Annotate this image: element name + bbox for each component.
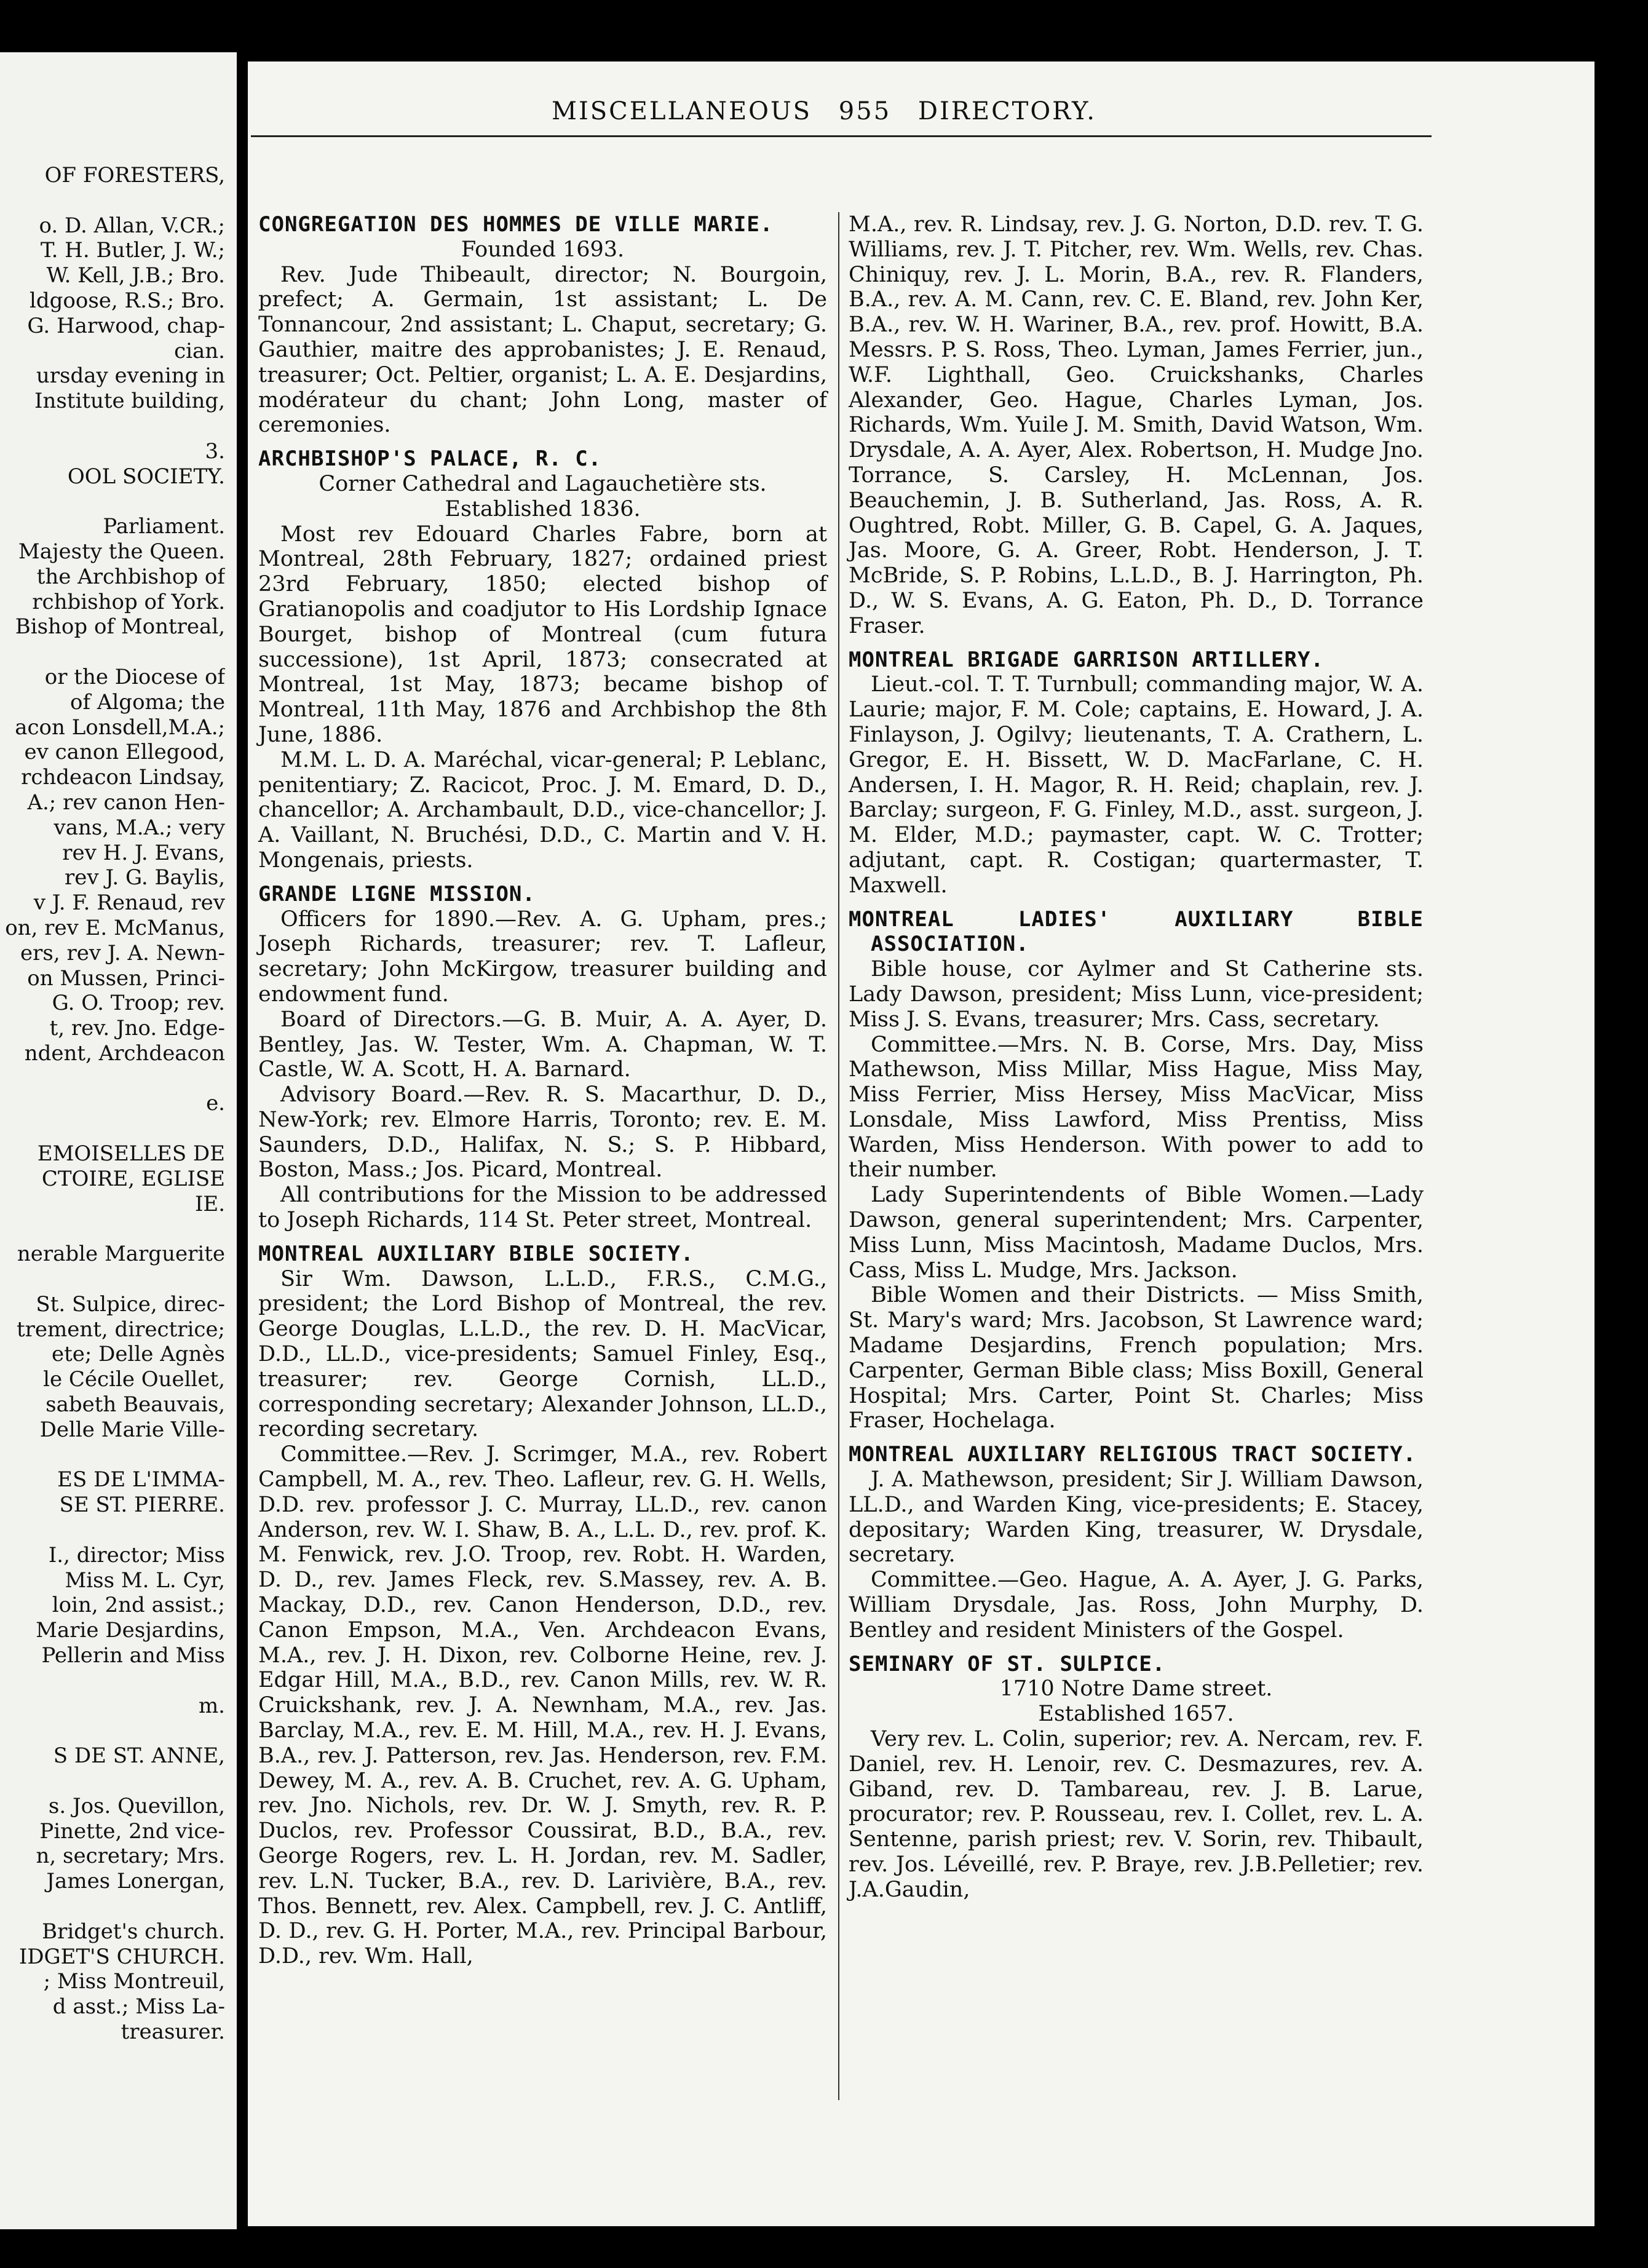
fragment-line: s. Jos. Quevillon, [48, 1793, 225, 1818]
section-heading: MONTREAL BRIGADE GARRISON ARTILLERY. [849, 647, 1324, 672]
fragment-line: n, secretary; Mrs. [36, 1844, 225, 1869]
entry-paragraph: Lady Superintendents of Bible Women.—Lady Dawson, general superintendent; Mrs. Carpenter, Miss Lunn, Miss Macintosh, Madame Duclos, Mrs. Cass, Miss L. Mudge, Mrs. Jackson. [849, 1183, 1424, 1283]
fragment-line: the Archbishop of [36, 564, 225, 589]
fragment-line: vans, M.A.; very [53, 815, 225, 840]
fragment-line: le Cécile Ouellet, [43, 1367, 225, 1392]
fragment-line: or the Diocese of [44, 664, 225, 689]
fragment-line: ndent, Archdeacon [24, 1041, 225, 1066]
fragment-line [0, 1267, 225, 1292]
section-heading: SEMINARY OF ST. SULPICE. [849, 1651, 1166, 1676]
fragment-line [0, 1066, 225, 1092]
fragment-line: James Lonergan, [46, 1869, 225, 1894]
column-rule [838, 212, 839, 2100]
fragment-line: 3. [205, 438, 225, 464]
section-heading: GRANDE LIGNE MISSION. [258, 881, 536, 906]
fragment-line [0, 489, 225, 514]
fragment-line: St. Sulpice, direc- [36, 1291, 225, 1317]
fragment-line: of Algoma; the [70, 689, 225, 715]
entry-paragraph: M.M. L. D. A. Maréchal, vicar-general; P. Leblanc, penitentiary; Z. Racicot, Proc. J. M. Emard, D. D., chancellor; A. Archambault, D.D., vice-chancellor; J. A. Vaillant, N. Bruchési, D.D., C. Martin and V. H. Mongenais, priests. [258, 747, 827, 873]
fragment-line: IE. [194, 1191, 225, 1216]
fragment-line [0, 1216, 225, 1242]
fragment-line [0, 1769, 225, 1794]
fragment-line: rchbishop of York. [32, 589, 225, 614]
fragment-line: ers, rev J. A. Newn- [20, 940, 225, 965]
entry-paragraph: Bible Women and their Districts. — Miss Smith, St. Mary's ward; Mrs. Jacobson, St Lawrence ward; Madame Desjardins, French population; Mrs. Carpenter, German Bible class; Miss Boxill, General Hospital; Mrs. Carter, Point St. Charles; Miss Fraser, Hochelaga. [849, 1283, 1424, 1433]
running-header [0, 97, 1648, 125]
fragment-line: t, rev. Jno. Edge- [49, 1016, 225, 1041]
fragment-line: S DE ST. ANNE, [53, 1743, 225, 1769]
fragment-line: nerable Marguerite [17, 1242, 225, 1267]
entry-paragraph: Most rev Edouard Charles Fabre, born at Montreal, 28th February, 1827; ordained priest 23rd February, 1850; elected bishop of Gratianopolis and coadjutor to His Lordship Ignace Bourget, bishop of Montreal (cum futura successione), 1st April, 1873; consecrated at Montreal, 1st May, 1873; became bishop of Montreal, 11th May, 1876 and Archbishop the 8th June, 1886. [258, 521, 827, 747]
section-subtitle: Established 1657. [1038, 1702, 1234, 1727]
entry-paragraph: Lieut.-col. T. T. Turnbull; commanding major, W. A. Laurie; major, F. M. Cole; captains, E. Howard, J. A. Finlayson, J. Ogilvy; lieutenants, T. A. Crathern, L. Gregor, E. H. Bissett, W. D. MacFarlane, C. H. Andersen, I. H. Magor, R. H. Reid; chaplain, rev. J. Barclay; surgeon, F. G. Finley, M.D., asst. surgeon, J. M. Elder, M.D.; paymaster, capt. W. C. Trotter; adjutant, capt. R. Costigan; quartermaster, T. Maxwell. [849, 672, 1424, 898]
fragment-line: Bishop of Montreal, [15, 614, 225, 640]
fragment-line: G. O. Troop; rev. [52, 991, 225, 1016]
section-subtitle: Corner Cathedral and Lagauchetière sts. [319, 471, 767, 496]
fragment-line: acon Lonsdell,M.A.; [15, 715, 225, 740]
entry-paragraph: Sir Wm. Dawson, L.L.D., F.R.S., C.M.G., president; the Lord Bishop of Montreal, the rev. George Douglas, L.L.D., the rev. D. H. MacVicar, D.D., LL.D., vice-presidents; Samuel Finley, Esq., treasurer; rev. George Cornish, LL.D., corresponding secretary; Alexander Johnson, LL.D., recording secretary. [258, 1266, 827, 1442]
fragment-line: G. Harwood, chap- [27, 313, 225, 338]
fragment-line: rev H. J. Evans, [62, 840, 225, 865]
entry-paragraph: Board of Directors.—G. B. Muir, A. A. Ayer, D. Bentley, Jas. W. Tester, Wm. A. Chapman, W. T. Castle, W. A. Scott, H. A. Barnard. [258, 1007, 827, 1082]
fragment-line [0, 414, 225, 439]
adjacent-page-text [0, 163, 225, 2045]
fragment-line: e. [206, 1091, 225, 1116]
entry-paragraph: Officers for 1890.—Rev. A. G. Upham, pres.; Joseph Richards, treasurer; rev. T. Lafleur, secretary; John McKirgow, treasurer building and endowment fund. [258, 906, 827, 1007]
header-left: MISCELLANEOUS [551, 97, 812, 125]
section-heading: MONTREAL AUXILIARY RELIGIOUS TRACT SOCIETY. [849, 1442, 1417, 1467]
section-spacer [258, 438, 827, 446]
fragment-line: SE ST. PIERRE. [59, 1493, 225, 1518]
fragment-line: ldgoose, R.S.; Bro. [29, 288, 225, 313]
fragment-line: rev J. G. Baylis, [64, 865, 225, 890]
right-column [849, 212, 1424, 1903]
fragment-line: W. Kell, J.B.; Bro. [46, 263, 225, 288]
fragment-line [0, 640, 225, 665]
fragment-line: sabeth Beauvais, [46, 1392, 225, 1418]
section-spacer [258, 873, 827, 882]
section-heading: MONTREAL LADIES' AUXILIARY BIBLE ASSOCIATION. [849, 906, 1424, 957]
section-subtitle: Established 1836. [445, 496, 641, 521]
fragment-line: Marie Desjardins, [36, 1618, 225, 1643]
header-right: DIRECTORY. [917, 97, 1096, 125]
section-spacer [849, 1643, 1424, 1652]
entry-paragraph: Very rev. L. Colin, superior; rev. A. Nercam, rev. F. Daniel, rev. H. Lenoir, rev. C. Desmazures, rev. A. Giband, rev. D. Tambareau, rev. J. B. Larue, procurator; rev. P. Rousseau, rev. I. Collet, rev. L. A. Sentenne, parish priest; rev. V. Sorin, rev. Thibault, rev. Jos. Léveillé, rev. P. Braye, rev. J.B.Pelletier; rev. J.A.Gaudin, [849, 1727, 1424, 1902]
fragment-line: ursday evening in [36, 363, 225, 389]
fragment-line: Miss M. L. Cyr, [65, 1568, 225, 1593]
fragment-line: o. D. Allan, V.CR.; [39, 213, 225, 238]
fragment-line: rchdeacon Lindsay, [21, 765, 225, 790]
fragment-line: Pinette, 2nd vice- [39, 1818, 225, 1844]
fragment-line: loin, 2nd assist.; [52, 1593, 225, 1618]
fragment-line [0, 1116, 225, 1141]
header-rule [251, 135, 1432, 137]
entry-paragraph: Bible house, cor Aylmer and St Catherine sts. Lady Dawson, president; Miss Lunn, vice-president; Miss J. S. Evans, treasurer; Mrs. Cass, secretary. [849, 957, 1424, 1032]
entry-paragraph: All contributions for the Mission to be addressed to Joseph Richards, 114 St. Peter street, Montreal. [258, 1183, 827, 1233]
fragment-line: Parliament. [103, 514, 225, 539]
fragment-line: ; Miss Montreuil, [43, 1969, 225, 1994]
fragment-line: Bridget's church. [42, 1919, 225, 1944]
fragment-line: I., director; Miss [48, 1542, 225, 1568]
fragment-line: EMOISELLES DE [37, 1141, 225, 1167]
entry-paragraph: Committee.—Mrs. N. B. Corse, Mrs. Day, Miss Mathewson, Miss Millar, Miss Hague, Miss May, Miss Ferrier, Miss Hersey, Miss MacVicar, Miss Lonsdale, Miss Lawford, Miss Prentiss, Miss Warden, Miss Henderson. With power to add to their number. [849, 1032, 1424, 1183]
fragment-line [0, 1443, 225, 1468]
section-spacer [849, 639, 1424, 648]
fragment-line: on Mussen, Princi- [27, 965, 225, 991]
fragment-line: ete; Delle Agnès [51, 1342, 225, 1367]
fragment-line: v J. F. Renaud, rev [33, 890, 225, 916]
section-subtitle: 1710 Notre Dame street. [999, 1676, 1273, 1702]
fragment-line: cian. [174, 338, 225, 363]
fragment-line: OF FORESTERS, [44, 163, 225, 188]
entry-paragraph: Committee.—Geo. Hague, A. A. Ayer, J. G. Parks, William Drysdale, Jas. Ross, John Murphy, D. Bentley and resident Ministers of the Gospel. [849, 1568, 1424, 1643]
entry-paragraph: Advisory Board.—Rev. R. S. Macarthur, D. D., New-York; rev. Elmore Harris, Toronto; rev. E. M. Saunders, D.D., Halifax, N. S.; S. P. Hibbard, Boston, Mass.; Jos. Picard, Montreal. [258, 1082, 827, 1183]
fragment-line: Delle Marie Ville- [39, 1417, 225, 1442]
fragment-line [0, 1894, 225, 1919]
fragment-line [0, 188, 225, 213]
left-column [258, 212, 827, 1969]
section-heading: CONGREGATION DES HOMMES DE VILLE MARIE. [258, 212, 774, 237]
fragment-line: treasurer. [121, 2019, 225, 2044]
fragment-line [0, 1518, 225, 1543]
fragment-line: Pellerin and Miss [41, 1643, 225, 1668]
entry-paragraph: Rev. Jude Thibeault, director; N. Bourgoin, prefect; A. Germain, 1st assistant; L. De Tonnancour, 2nd assistant; L. Chaput, secretary; G. Gauthier, maitre des approbanistes; J. E. Renaud, treasurer; Oct. Peltier, organist; L. A. E. Desjardins, modérateur du chant; John Long, master of ceremonies. [258, 262, 827, 438]
section-spacer [849, 1433, 1424, 1442]
section-subtitle: Founded 1693. [461, 237, 625, 262]
entry-paragraph: Committee.—Rev. J. Scrimger, M.A., rev. Robert Campbell, M. A., rev. Theo. Lafleur, rev. G. H. Wells, D.D. rev. professor J. C. Murray, LL.D., rev. canon Anderson, rev. W. I. Shaw, B. A., L.L. D., rev. prof. K. M. Fenwick, rev. J.O. Troop, rev. Robt. H. Warden, D. D., rev. James Fleck, rev. S.Massey, rev. A. B. Mackay, D.D., rev. Canon Henderson, D.D., rev. Canon Empson, M.A., Ven. Archdeacon Evans, M.A., rev. J. H. Dixon, rev. Colborne Heine, rev. J. Edgar Hill, M.A., B.D., rev. Canon Mills, rev. W. R. Cruickshank, rev. J. A. Newnham, M.A., rev. Jas. Barclay, M.A., rev. E. M. Hill, M.A., rev. H. J. Evans, B.A., rev. J. Patterson, rev. Jas. Henderson, rev. F.M. Dewey, M. A., rev. A. B. Cruchet, rev. A. G. Upham, rev. Jno. Nichols, rev. Dr. W. J. Smyth, rev. R. P. Duclos, rev. Professor Coussirat, B.D., B.A., rev. George Rogers, rev. L. H. Jordan, rev. M. Sadler, rev. L.N. Tucker, B.A., rev. D. Larivière, B.A., rev. Thos. Bennett, rev. Alex. Campbell, rev. J. C. Antliff, D. D., rev. G. H. Porter, M.A., rev. Principal Barbour, D.D., rev. Wm. Hall, [258, 1442, 827, 1969]
section-heading: MONTREAL AUXILIARY BIBLE SOCIETY. [258, 1241, 694, 1266]
fragment-line [0, 1718, 225, 1743]
fragment-line: IDGET'S CHURCH. [18, 1944, 225, 1969]
page-gutter [237, 52, 248, 2229]
adjacent-page-fragment [0, 52, 237, 2229]
section-heading: ARCHBISHOP'S PALACE, R. C. [258, 446, 602, 472]
fragment-line [0, 1668, 225, 1694]
fragment-line: m. [198, 1693, 225, 1718]
page-number: 955 [838, 97, 892, 125]
fragment-line: on, rev E. McManus, [5, 915, 225, 940]
section-spacer [258, 1233, 827, 1242]
fragment-line: d asst.; Miss La- [52, 1994, 225, 2020]
fragment-line: Majesty the Queen. [18, 539, 225, 564]
fragment-line: A.; rev canon Hen- [27, 790, 225, 815]
fragment-line: CTOIRE, EGLISE [41, 1166, 225, 1191]
entry-paragraph: M.A., rev. R. Lindsay, rev. J. G. Norton, D.D. rev. T. G. Williams, rev. J. T. Pitcher, rev. Wm. Wells, rev. Chas. Chiniquy, rev. J. L. Morin, B.A., rev. R. Flanders, B.A., rev. A. M. Cann, rev. C. E. Bland, rev. John Ker, B.A., rev. W. H. Wariner, B.A., rev. prof. Howitt, B.A. Messrs. P. S. Ross, Theo. Lyman, James Ferrier, jun., W.F. Lighthall, Geo. Cruickshanks, Charles Alexander, Geo. Hague, Charles Lyman, Jos. Richards, Wm. Yuile J. M. Smith, David Watson, Wm. Drysdale, A. A. Ayer, Alex. Robertson, H. Mudge Jno. Torrance, S. Carsley, H. McLennan, Jos. Beauchemin, J. B. Sutherland, Jas. Ross, A. R. Oughtred, Robt. Miller, G. B. Capel, G. A. Jaques, Jas. Moore, G. A. Greer, Robt. Henderson, J. T. McBride, S. P. Robins, L.L.D., B. J. Harrington, Ph. D., W. S. Evans, A. G. Eaton, Ph. D., D. Torrance Fraser. [849, 212, 1424, 638]
section-spacer [849, 898, 1424, 907]
fragment-line: trement, directrice; [16, 1317, 225, 1342]
fragment-line: T. H. Butler, J. W.; [40, 238, 225, 263]
fragment-line: ev canon Ellegood, [24, 740, 225, 765]
fragment-line: Institute building, [34, 389, 225, 414]
fragment-line: ES DE L'IMMA- [57, 1467, 225, 1493]
fragment-line: OOL SOCIETY. [67, 464, 225, 489]
entry-paragraph: J. A. Mathewson, president; Sir J. William Dawson, LL.D., and Warden King, vice-presidents; E. Stacey, depositary; Warden King, treasurer, W. Drysdale, secretary. [849, 1467, 1424, 1568]
